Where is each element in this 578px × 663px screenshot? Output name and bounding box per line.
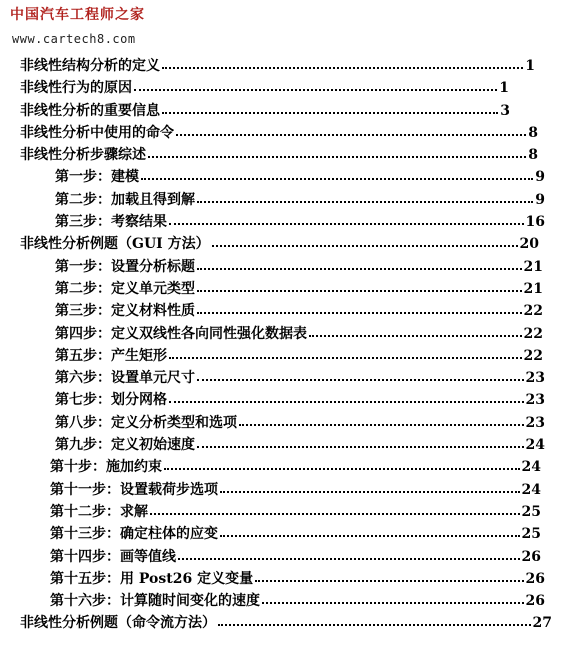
toc-leader-dots: [176, 131, 526, 136]
toc-entry-page: 23: [524, 367, 545, 389]
toc-entry-title: 第二步：加载且得到解: [55, 189, 197, 211]
toc-entry-title: 第七步：划分网格: [55, 389, 169, 411]
toc-entry-title: 第十三步：确定柱体的应变: [50, 523, 220, 545]
toc-leader-dots: [178, 555, 520, 560]
toc-entry[interactable]: [0, 211, 578, 233]
toc-entry-title: 第十二步：求解: [50, 501, 150, 523]
toc-entry-title: 第五步：产生矩形: [55, 345, 169, 367]
toc-entry-title: 第六步：设置单元尺寸: [55, 367, 197, 389]
toc-entry[interactable]: [0, 546, 578, 568]
toc-entry-title: 非线性分析的重要信息: [20, 100, 162, 122]
toc-entry-page: 22: [522, 323, 543, 345]
toc-leader-dots: [239, 421, 524, 426]
table-of-contents: [0, 55, 578, 635]
toc-entry[interactable]: [0, 412, 578, 434]
toc-entry-page: 1: [497, 77, 509, 99]
toc-entry[interactable]: [0, 367, 578, 389]
toc-entry-title: 第四步：定义双线性各向同性强化数据表: [55, 323, 309, 345]
toc-entry-page: 21: [522, 278, 543, 300]
toc-entry-page: 24: [520, 456, 541, 478]
toc-entry[interactable]: [0, 456, 578, 478]
toc-leader-dots: [197, 198, 533, 203]
toc-entry-title: 第十一步：设置载荷步选项: [50, 479, 220, 501]
toc-entry-title: 第一步：设置分析标题: [55, 256, 197, 278]
toc-entry-title: 非线性分析例题（GUI 方法）: [20, 233, 212, 255]
toc-entry[interactable]: [0, 100, 578, 122]
toc-leader-dots: [169, 354, 522, 359]
toc-entry[interactable]: [0, 256, 578, 278]
toc-entry-page: 24: [524, 434, 545, 456]
toc-entry-page: 8: [526, 122, 538, 144]
toc-leader-dots: [134, 86, 497, 91]
toc-leader-dots: [220, 488, 520, 493]
toc-entry-title: 第十四步：画等值线: [50, 546, 178, 568]
toc-leader-dots: [162, 64, 523, 69]
toc-leader-dots: [218, 621, 531, 626]
toc-entry-title: 非线性分析步骤综述: [20, 144, 148, 166]
toc-entry-page: 25: [520, 501, 541, 523]
toc-entry-page: 24: [520, 479, 541, 501]
toc-entry[interactable]: [0, 612, 578, 634]
toc-entry-page: 26: [520, 546, 541, 568]
toc-leader-dots: [150, 510, 520, 515]
toc-leader-dots: [262, 599, 524, 604]
toc-entry-title: 非线性结构分析的定义: [20, 55, 162, 77]
toc-entry[interactable]: [0, 345, 578, 367]
toc-entry[interactable]: [0, 389, 578, 411]
toc-leader-dots: [197, 309, 522, 314]
toc-entry-page: 9: [533, 189, 545, 211]
toc-leader-dots: [197, 443, 524, 448]
toc-entry-title: 第八步：定义分析类型和选项: [55, 412, 239, 434]
watermark-title: 中国汽车工程师之家: [10, 7, 145, 23]
toc-entry-title: 第三步：定义材料性质: [55, 300, 197, 322]
toc-entry-page: 21: [522, 256, 543, 278]
watermark-url: www.cartech8.com: [12, 32, 136, 46]
toc-entry-title: 第十五步：用 Post26 定义变量: [50, 568, 255, 590]
toc-entry-page: 9: [533, 166, 545, 188]
toc-entry-page: 25: [520, 523, 541, 545]
toc-entry[interactable]: [0, 166, 578, 188]
toc-leader-dots: [169, 220, 524, 225]
toc-entry-page: 1: [523, 55, 535, 77]
toc-entry-title: 第十六步：计算随时间变化的速度: [50, 590, 262, 612]
toc-entry[interactable]: [0, 300, 578, 322]
toc-entry[interactable]: [0, 278, 578, 300]
toc-leader-dots: [220, 532, 520, 537]
watermark: [10, 4, 210, 48]
toc-entry[interactable]: [0, 323, 578, 345]
toc-entry-page: 22: [522, 300, 543, 322]
toc-leader-dots: [309, 332, 522, 337]
toc-entry-title: 非线性分析中使用的命令: [20, 122, 176, 144]
toc-entry-page: 23: [524, 412, 545, 434]
toc-leader-dots: [169, 398, 524, 403]
toc-entry-title: 第三步：考察结果: [55, 211, 169, 233]
toc-entry-title: 第九步：定义初始速度: [55, 434, 197, 456]
toc-leader-dots: [148, 153, 526, 158]
toc-entry[interactable]: [0, 590, 578, 612]
toc-entry-page: 20: [518, 233, 539, 255]
toc-leader-dots: [197, 376, 524, 381]
toc-leader-dots: [164, 465, 520, 470]
toc-entry[interactable]: [0, 77, 578, 99]
toc-leader-dots: [162, 109, 498, 114]
toc-entry[interactable]: [0, 568, 578, 590]
toc-entry[interactable]: [0, 434, 578, 456]
toc-entry-page: 26: [524, 590, 545, 612]
toc-entry-title: 第一步：建模: [55, 166, 141, 188]
toc-entry-page: 22: [522, 345, 543, 367]
toc-entry-page: 23: [524, 389, 545, 411]
toc-entry-page: 8: [526, 144, 538, 166]
toc-leader-dots: [141, 175, 533, 180]
toc-leader-dots: [255, 577, 523, 582]
toc-entry[interactable]: [0, 479, 578, 501]
toc-entry[interactable]: [0, 501, 578, 523]
toc-leader-dots: [197, 265, 522, 270]
toc-entry-title: 非线性行为的原因: [20, 77, 134, 99]
toc-entry[interactable]: [0, 189, 578, 211]
toc-entry-page: 27: [531, 612, 552, 634]
toc-entry[interactable]: [0, 122, 578, 144]
toc-entry-page: 26: [524, 568, 545, 590]
toc-entry-page: 3: [498, 100, 510, 122]
toc-entry[interactable]: [0, 55, 578, 77]
toc-leader-dots: [197, 287, 522, 292]
toc-entry[interactable]: [0, 523, 578, 545]
toc-entry-title: 第二步：定义单元类型: [55, 278, 197, 300]
toc-entry[interactable]: [0, 144, 578, 166]
toc-leader-dots: [212, 242, 518, 247]
toc-entry-page: 16: [524, 211, 545, 233]
toc-entry-title: 第十步：施加约束: [50, 456, 164, 478]
toc-entry[interactable]: [0, 233, 578, 255]
toc-entry-title: 非线性分析例题（命令流方法）: [20, 612, 218, 634]
